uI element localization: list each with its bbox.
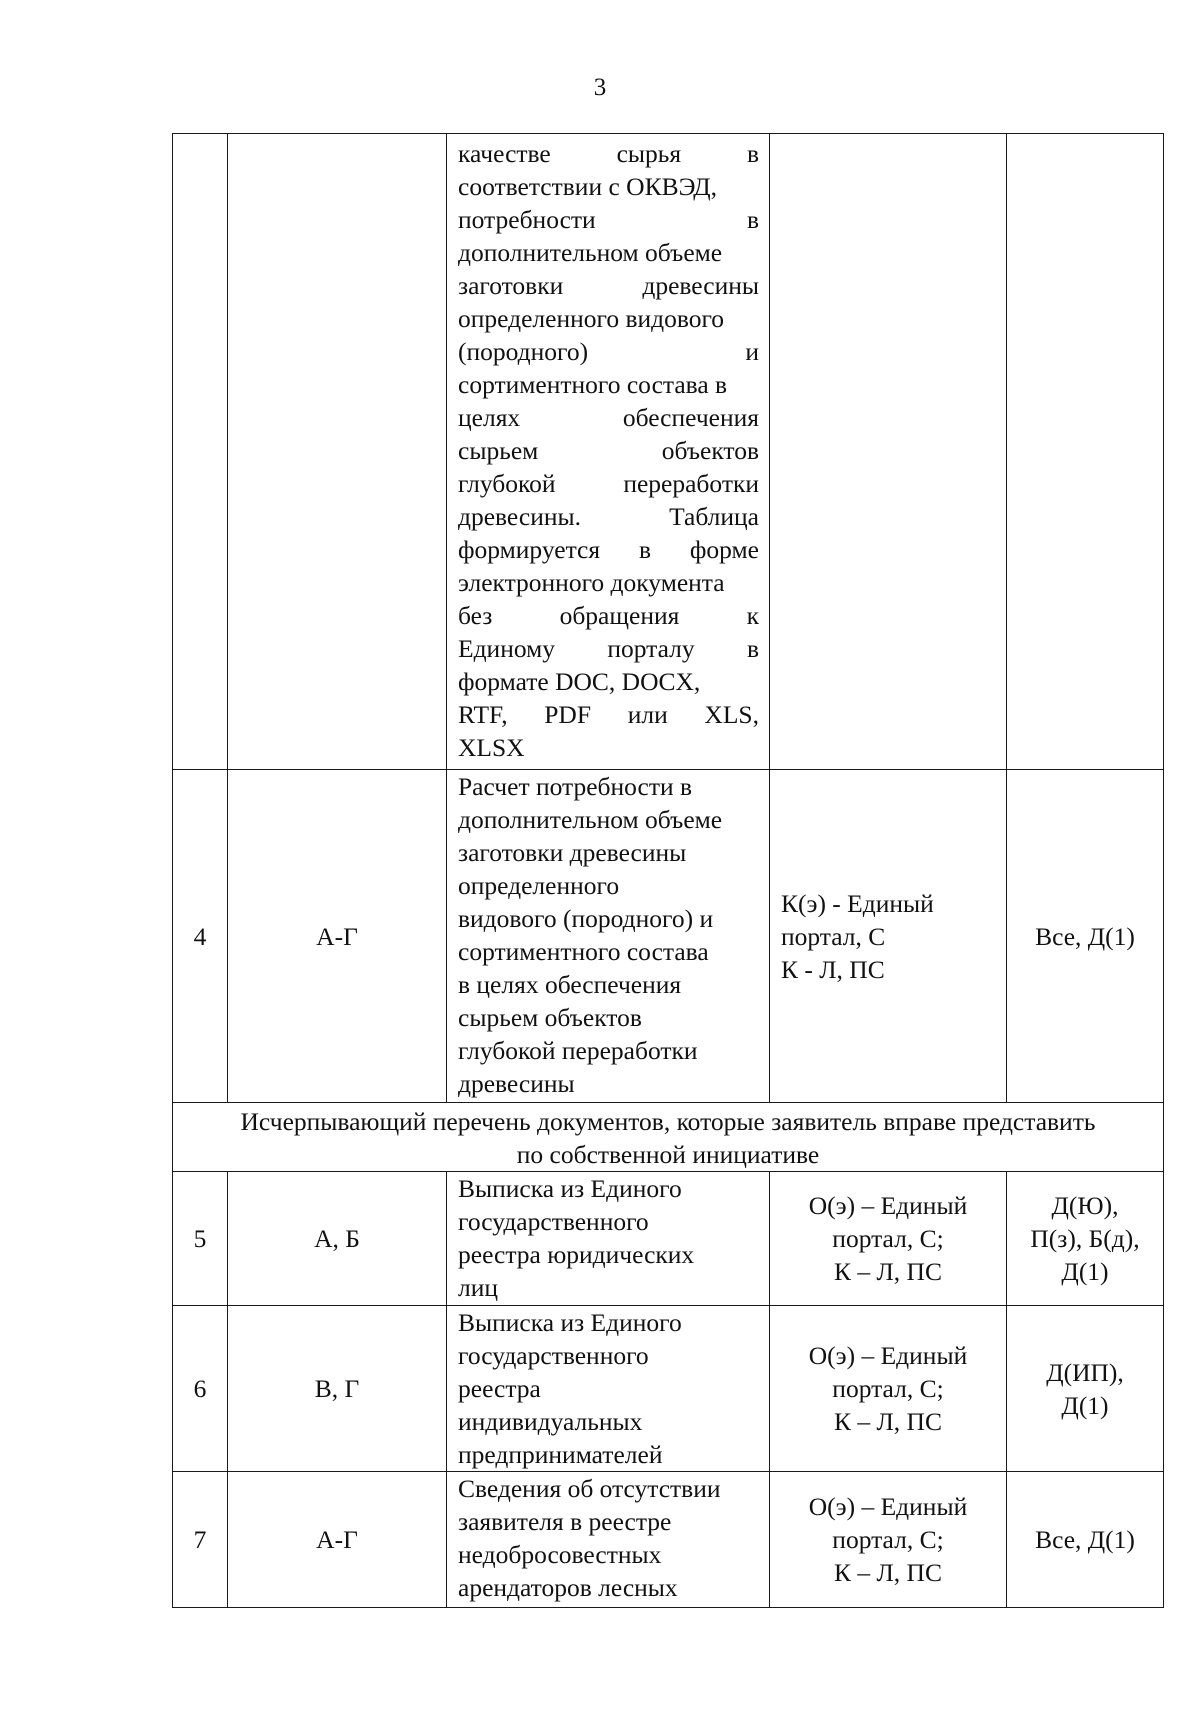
text-line: Расчет потребности в [458, 772, 693, 801]
page-number: 3 [593, 74, 607, 101]
text-line: Все, Д(1) [1035, 1525, 1135, 1554]
word: в [746, 205, 759, 234]
word: переработки [623, 469, 759, 498]
document-description-cell [447, 1472, 770, 1608]
word: к [746, 601, 759, 630]
text-line: Выписка из Единого [458, 1308, 682, 1337]
submission-form-cell [770, 770, 1007, 1103]
text-line: дополнительном объеме [458, 805, 723, 834]
word: целях [458, 403, 521, 432]
recipients-cell [1007, 134, 1164, 770]
text-line [458, 698, 759, 731]
submission-form-cell [770, 1472, 1007, 1608]
text-line: Все, Д(1) [1035, 921, 1135, 951]
table-row [173, 1172, 1164, 1306]
document-description-cell [447, 134, 770, 770]
word: в [638, 535, 652, 564]
text-line: К – Л, ПС [834, 1257, 942, 1286]
word: объектов [661, 436, 759, 465]
document-description-cell [447, 1172, 770, 1306]
document-description-cell [447, 770, 770, 1103]
text-line [458, 137, 759, 170]
word: форме [689, 535, 759, 564]
word: заготовки [458, 271, 564, 300]
text-line: государственного [458, 1207, 649, 1236]
word: или [627, 700, 668, 729]
word: определенного видового [458, 304, 725, 333]
table-row-continuation [173, 134, 1164, 770]
text-line: Д(Ю), [1051, 1191, 1119, 1220]
text-line: индивидуальных [458, 1407, 643, 1436]
word: обеспечения [622, 403, 759, 432]
text-line: древесины [458, 1069, 575, 1098]
text-line: портал, С; [832, 1224, 944, 1253]
applicant-category-cell: А-Г [228, 770, 447, 1103]
row-number-cell: 7 [173, 1472, 228, 1608]
submission-form-cell [770, 134, 1007, 770]
text-line: глубокой переработки [458, 1036, 698, 1065]
text-line: определенного [458, 871, 620, 900]
text-line: сырьем объектов [458, 1003, 642, 1032]
text-line [458, 500, 759, 533]
submission-form-cell [770, 1172, 1007, 1306]
text-line [458, 434, 759, 467]
text-line [458, 302, 759, 335]
text-line: О(э) – Единый [808, 1341, 968, 1370]
text-line: Д(1) [1061, 1390, 1109, 1420]
text-line: К – Л, ПС [834, 1407, 942, 1436]
word: формате DOC, DOCX, [458, 667, 701, 696]
text-line: недобросовестных [458, 1540, 662, 1569]
text-line: реестра [458, 1374, 541, 1403]
text-line [458, 599, 759, 632]
word: в [746, 634, 759, 663]
word: соответствии с ОКВЭД, [458, 172, 718, 201]
text-line: П(з), Б(д), [1030, 1224, 1140, 1253]
text-line: Д(ИП), [1046, 1357, 1124, 1387]
word: сортиментного состава в [458, 370, 728, 399]
text-line: лиц [458, 1273, 499, 1302]
word: электронного документа [458, 568, 725, 597]
document-description-cell [447, 1306, 770, 1472]
text-line [458, 731, 759, 764]
text-line [458, 632, 759, 665]
documents-table [172, 133, 1164, 1608]
section-heading [173, 1103, 1164, 1172]
word: потребности [458, 205, 596, 234]
text-line: в целях обеспечения [458, 970, 682, 999]
text-line [458, 533, 759, 566]
text-line [458, 335, 759, 368]
text-line: портал, С [781, 921, 886, 951]
applicant-category-cell: А-Г [228, 1472, 447, 1608]
word: и [745, 337, 759, 366]
recipients-cell [1007, 1172, 1164, 1306]
text-line: портал, С; [832, 1374, 944, 1403]
word: RTF, [458, 700, 508, 729]
text-line [458, 401, 759, 434]
word: XLSX [458, 733, 525, 762]
word: Единому [458, 634, 555, 663]
text-line: портал, С; [832, 1525, 944, 1554]
word: в [746, 139, 759, 168]
word: сырья [616, 139, 682, 168]
text-line [458, 467, 759, 500]
text-line: по собственной инициативе [516, 1140, 820, 1169]
text-line: О(э) – Единый [808, 1191, 968, 1220]
text-line: К(э) - Единый [781, 888, 934, 918]
text-line: О(э) – Единый [808, 1492, 968, 1521]
applicant-category-cell: А, Б [228, 1172, 447, 1306]
table-row [173, 1306, 1164, 1472]
text-line: арендаторов лесных [458, 1573, 678, 1602]
text-line [458, 368, 759, 401]
text-line: реестра юридических [458, 1240, 695, 1269]
word: (породного) [458, 337, 589, 366]
word: PDF [544, 700, 592, 729]
recipients-cell [1007, 1472, 1164, 1608]
row-number-cell [173, 134, 228, 770]
text-line [458, 203, 759, 236]
text-line: видового (породного) и [458, 904, 714, 933]
applicant-category-cell: В, Г [228, 1306, 447, 1472]
applicant-category-cell [228, 134, 447, 770]
text-line: Выписка из Единого [458, 1174, 682, 1203]
word: XLS, [704, 700, 759, 729]
text-line: сортиментного состава [458, 937, 709, 966]
text-line: К - Л, ПС [781, 954, 885, 984]
submission-form-cell [770, 1306, 1007, 1472]
word: порталу [607, 634, 695, 663]
text-line [458, 170, 759, 203]
text-line [458, 269, 759, 302]
row-number-cell: 5 [173, 1172, 228, 1306]
text-line [458, 665, 759, 698]
text-line: заготовки древесины [458, 838, 687, 867]
word: древесины. [458, 502, 582, 531]
text-line [458, 566, 759, 599]
text-line: предпринимателей [458, 1440, 663, 1469]
text-line: государственного [458, 1341, 649, 1370]
text-line [458, 236, 759, 269]
recipients-cell [1007, 770, 1164, 1103]
word: древесины [642, 271, 759, 300]
word: дополнительном объеме [458, 238, 723, 267]
word: без [458, 601, 493, 630]
word: обращения [559, 601, 680, 630]
row-number-cell: 4 [173, 770, 228, 1103]
word: качестве [458, 139, 551, 168]
word: сырьем [458, 436, 539, 465]
table-row [173, 770, 1164, 1103]
documents-table-body [173, 134, 1164, 1608]
word: глубокой [458, 469, 556, 498]
table-row [173, 1472, 1164, 1608]
word: формируется [458, 535, 601, 564]
recipients-cell [1007, 1306, 1164, 1472]
text-line: К – Л, ПС [834, 1558, 942, 1587]
text-line: Исчерпывающий перечень документов, которые заявитель вправе представить [240, 1107, 1096, 1136]
text-line: Сведения об отсутствии [458, 1474, 721, 1503]
text-line: Д(1) [1061, 1257, 1109, 1286]
row-number-cell: 6 [173, 1306, 228, 1472]
word: Таблица [669, 502, 759, 531]
section-heading-row [173, 1103, 1164, 1172]
text-line: заявителя в реестре [458, 1507, 672, 1536]
